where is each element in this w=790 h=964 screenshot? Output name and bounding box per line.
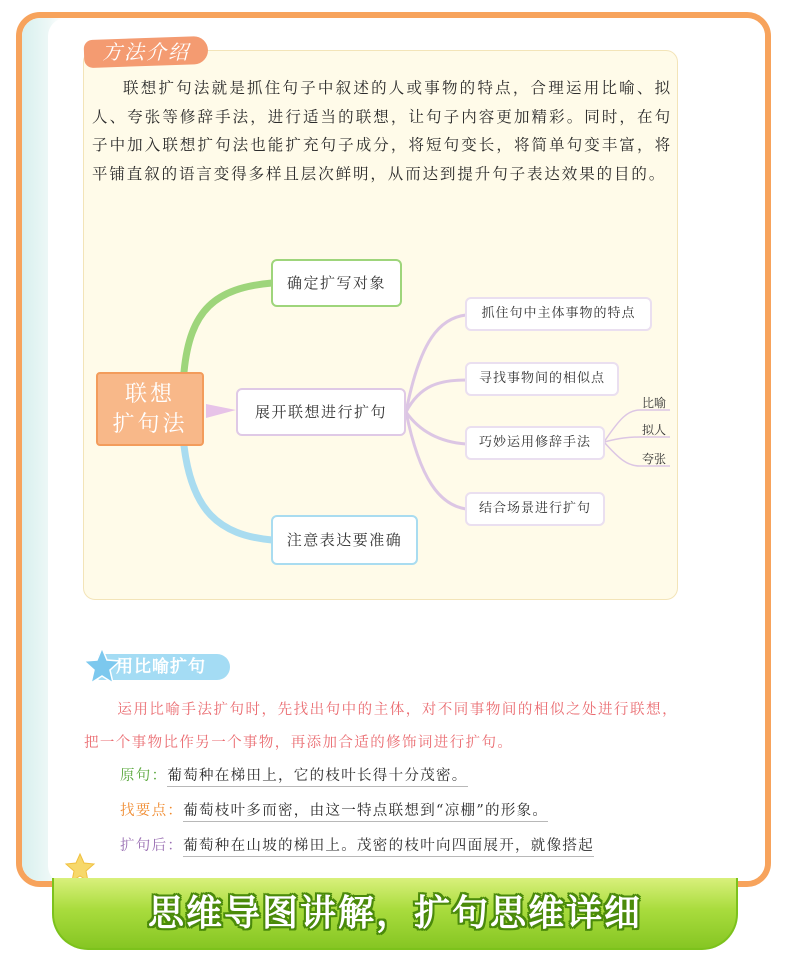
section-title-label: 用比喻扩句 xyxy=(116,657,206,677)
sub-item-node: 寻找事物间的相似点 xyxy=(465,362,619,396)
expanded-label: 扩句后： xyxy=(120,838,184,854)
connector-sub-4 xyxy=(406,412,466,509)
bottom-banner xyxy=(52,878,738,950)
connector-leaf-2 xyxy=(604,437,640,442)
rhetoric-leaf: 比喻 xyxy=(642,396,667,410)
connector-top xyxy=(184,283,272,372)
method-badge-label: 方法介绍 xyxy=(102,40,190,64)
rhetoric-leaf: 拟人 xyxy=(642,423,667,437)
branch-top-node: 确定扩写对象 xyxy=(271,259,402,307)
sub-item-node: 结合场景进行扩句 xyxy=(465,492,605,526)
simile-instruction: 运用比喻手法扩句时，先找出句中的主体，对不同事物间的相似之处进行联想，把一个事物比作另一个事物，再添加合适的修饰词进行扩句。 xyxy=(84,702,678,751)
original-sentence-line xyxy=(120,764,468,785)
expanded-text: 葡萄种在山坡的梯田上。茂密的枝叶向四面展开，就像搭起 xyxy=(183,838,594,857)
mind-map-root xyxy=(96,372,204,446)
key-point-line xyxy=(120,799,548,820)
root-line-2: 扩句法 xyxy=(112,412,188,437)
connector-bottom xyxy=(184,446,272,540)
branch-middle-node: 展开联想进行扩句 xyxy=(236,388,406,436)
key-text: 葡萄枝叶多而密，由这一特点联想到“凉棚”的形象。 xyxy=(183,803,548,822)
key-label: 找要点： xyxy=(120,803,184,819)
connector-leaf-3 xyxy=(604,442,640,466)
original-text: 葡萄种在梯田上，它的枝叶长得十分茂密。 xyxy=(167,768,467,787)
sub-item-node: 抓住句中主体事物的特点 xyxy=(465,297,652,331)
simile-section-title xyxy=(84,646,232,684)
original-label: 原句： xyxy=(120,768,168,784)
connector-sub-3 xyxy=(406,412,466,444)
sub-item-node: 巧妙运用修辞手法 xyxy=(465,426,605,460)
method-intro-paragraph: 联想扩句法就是抓住句子中叙述的人或事物的特点，合理运用比喻、拟人、夸张等修辞手法，进行适当的联想，让句子内容更加精彩。同时，在句子中加入联想扩句法也能扩充句子成分，将短句变长，将简单句变丰富，将平铺直叙的语言变得多样且层次鲜明，从而达到提升句子表达效果的目的。 xyxy=(92,79,672,183)
root-line-1: 联想 xyxy=(124,382,175,407)
expanded-sentence-line xyxy=(120,834,594,855)
banner-text: 思维导图讲解，扩句思维详细 xyxy=(147,893,642,934)
connector-sub-2 xyxy=(406,380,466,412)
branch-bottom-node: 注意表达要准确 xyxy=(271,515,418,565)
connector-middle xyxy=(206,404,236,418)
rhetoric-leaf: 夸张 xyxy=(642,452,667,466)
